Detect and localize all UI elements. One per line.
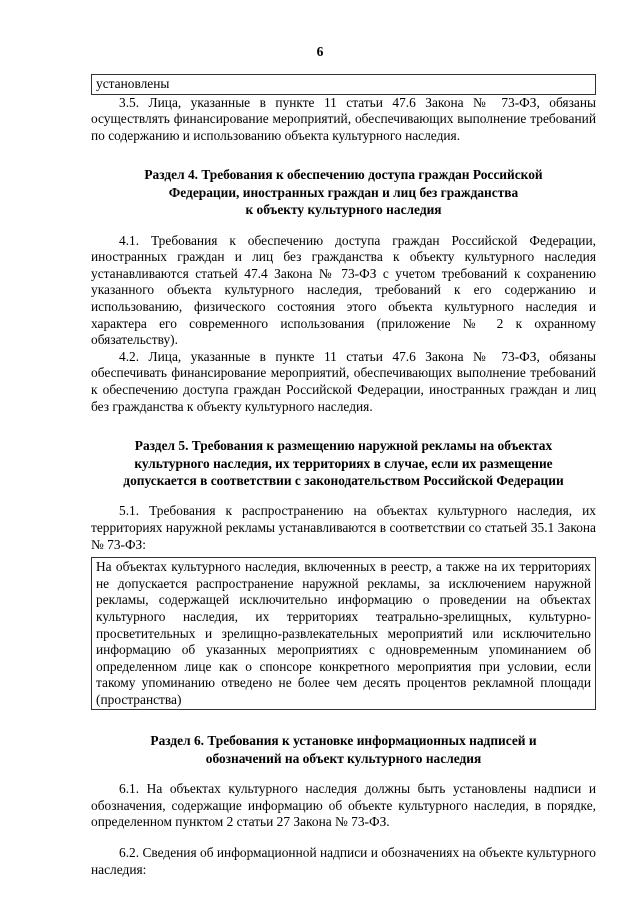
section-4-title-line-1: Раздел 4. Требования к обеспечению доступа граждан Российской (144, 167, 543, 183)
section-6-heading (91, 732, 596, 767)
section-4-title-line-3: к объекту культурного наследия (245, 202, 442, 218)
section-6-title-line-2: обозначений на объект культурного наследия (205, 750, 482, 766)
section-5-title-line-1: Раздел 5. Требования к размещению наружной рекламы на объектах (134, 438, 553, 454)
section-5-heading (91, 437, 596, 489)
advertising-rules-box: На объектах культурного наследия, включенных в реестр, а также на их территориях не допускается распространение наружной рекламы, за исключением наружной рекламы, содержащей исключительно информацию о проведении на объектах культурного наследия, их территориях театрально-зрелищных, культурно-просветительных и зрелищно-развлекательных мероприятий или исключительно информацию об указанных мероприятиях с одновременным упоминанием об определенном лице как о спонсоре конкретного мероприятия при условии, если такому упоминанию отведено не более чем десять процентов рекламной площади (пространства) (91, 557, 596, 710)
section-5-title-line-2: культурного наследия, их территориях в случае, если их размещение (134, 455, 553, 471)
section-6-title-line-1: Раздел 6. Требования к установке информационных надписей и (150, 733, 537, 749)
section-4-title-line-2: Федерации, иностранных граждан и лиц без гражданства (168, 184, 519, 200)
page-content (91, 74, 596, 878)
paragraph-4-2: 4.2. Лица, указанные в пункте 11 статьи 47.6 Закона № 73-ФЗ, обязаны обеспечивать финансирование мероприятий, обеспечивающих выполнение требований к обеспечению доступа граждан Российской Федерации, иностранных граждан и лиц без гражданства к объекту культурного наследия. (91, 348, 596, 414)
paragraph-6-2: 6.2. Сведения об информационной надписи и обозначениях на объекте культурного наследия: (91, 845, 596, 877)
section-4-heading (91, 166, 596, 218)
paragraph-4-1: 4.1. Требования к обеспечению доступа граждан Российской Федерации, иностранных граждан и лиц без гражданства к объекту культурного наследия устанавливаются статьей 47.4 Закона № 73-ФЗ с учетом требований к сохранению указанного объекта культурного наследия, требований к его содержанию и использованию, физического состояния этого объекта культурного наследия и характера его современного использования (приложение № 2 к охранному обязательству). (91, 232, 596, 348)
paragraph-5-1: 5.1. Требования к распространению на объектах культурного наследия, их территориях наружной рекламы устанавливаются в соответствии со статьей 35.1 Закона № 73-ФЗ: (91, 503, 596, 552)
top-bordered-box: установлены (91, 74, 596, 95)
section-5-title-line-3: допускается в соответствии с законодательством Российской Федерации (123, 472, 564, 488)
paragraph-3-5: 3.5. Лица, указанные в пункте 11 статьи 47.6 Закона № 73-ФЗ, обязаны осуществлять финансирование мероприятий, обеспечивающих выполнение требований по содержанию и использованию объекта культурного наследия. (91, 94, 596, 143)
page-number: 6 (316, 44, 324, 59)
paragraph-6-1: 6.1. На объектах культурного наследия должны быть установлены надписи и обозначения, содержащие информацию об объекте культурного наследия, в порядке, определенном пунктом 2 статьи 27 Закона № 73-ФЗ. (91, 781, 596, 830)
